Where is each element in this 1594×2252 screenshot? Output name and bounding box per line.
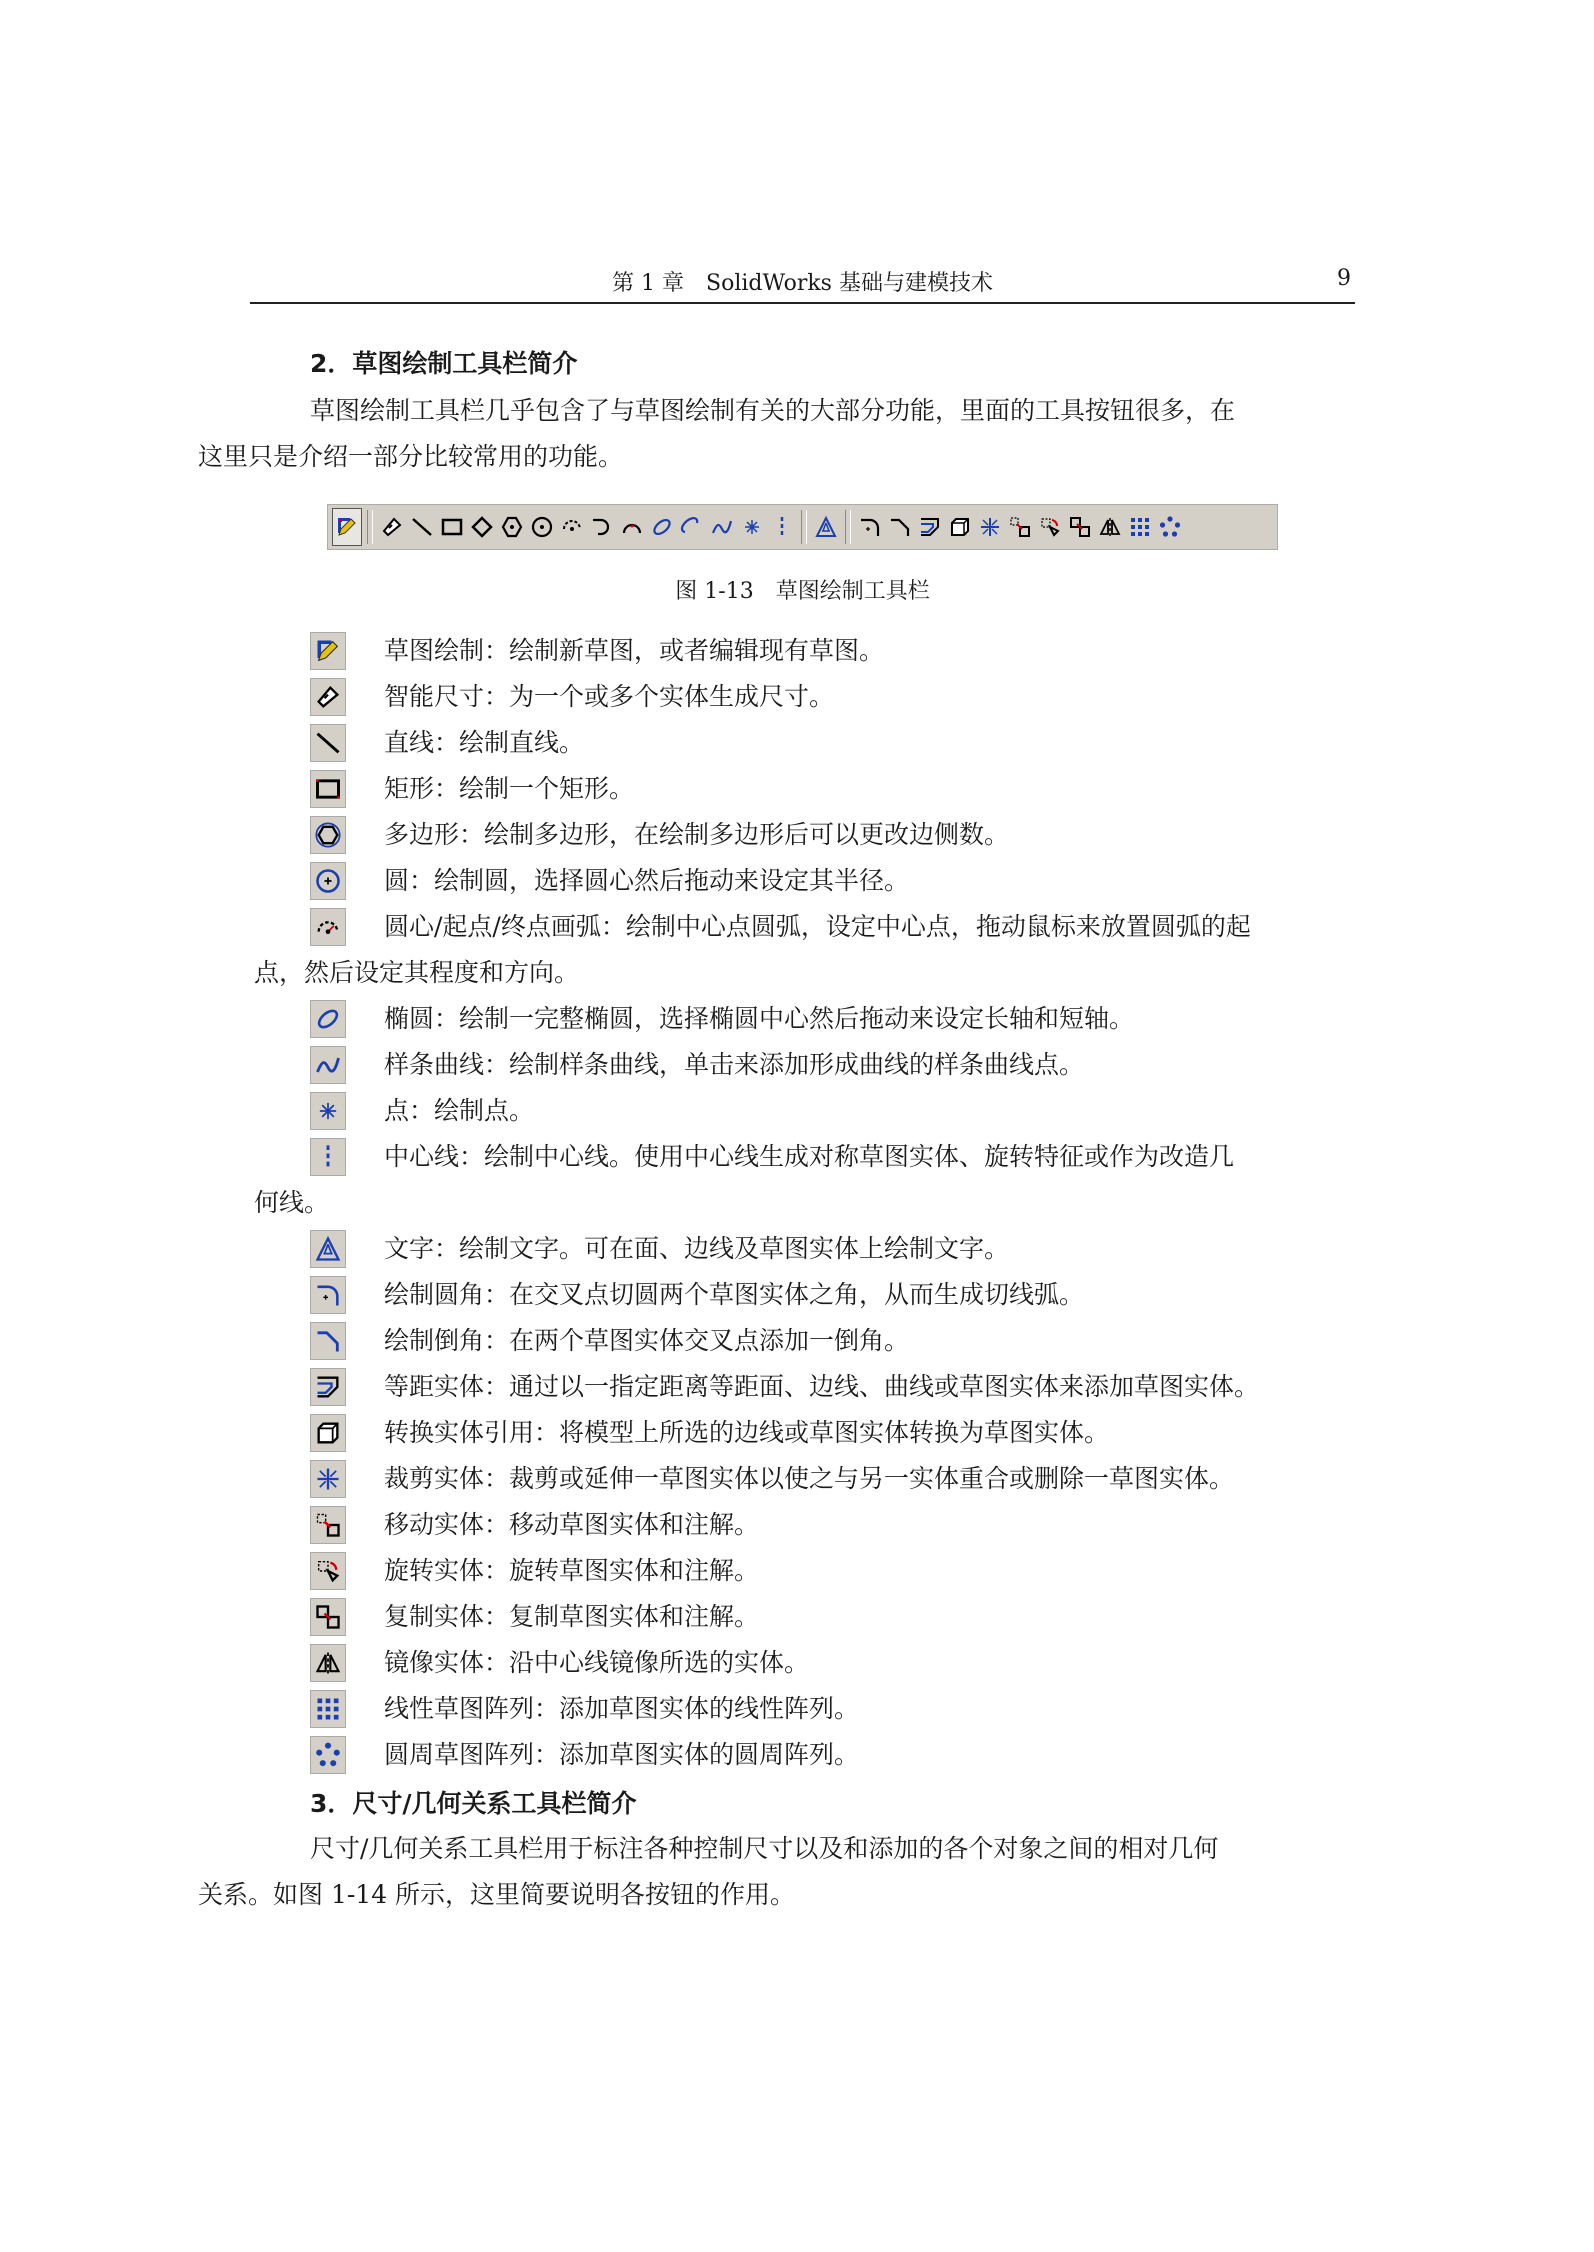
circular-pattern-icon	[310, 1736, 346, 1774]
section-2-paragraph	[198, 388, 1354, 480]
linear-pattern-icon[interactable]	[1126, 509, 1154, 545]
item-description: 转换实体引用：将模型上所选的边线或草图实体转换为草图实体。	[384, 1418, 1110, 1447]
sketch-toolbar	[327, 504, 1278, 550]
fillet-icon[interactable]	[856, 509, 884, 545]
line-icon[interactable]	[408, 509, 436, 545]
toolbar-separator	[845, 510, 851, 544]
list-item	[254, 996, 1354, 1042]
list-item	[254, 1548, 1354, 1594]
point-icon[interactable]	[738, 509, 766, 545]
item-description: 旋转实体：旋转草图实体和注解。	[384, 1556, 760, 1585]
figure-caption: 图 1-13 草图绘制工具栏	[675, 579, 930, 604]
rotate-icon	[310, 1552, 346, 1590]
list-item	[254, 812, 1354, 858]
toolbar-item-list	[254, 628, 1354, 1778]
item-description: 草图绘制：绘制新草图，或者编辑现有草图。	[384, 636, 885, 665]
line-icon	[310, 724, 346, 762]
text-icon	[310, 1230, 346, 1268]
list-item	[254, 766, 1354, 812]
section-3-paragraph	[198, 1826, 1354, 1918]
mirror-icon[interactable]	[1096, 509, 1124, 545]
toolbar-separator	[801, 510, 807, 544]
chapter-title: 第 1 章 SolidWorks 基础与建模技术	[612, 271, 993, 296]
chamfer-icon[interactable]	[886, 509, 914, 545]
chamfer-icon	[310, 1322, 346, 1360]
item-description: 圆心/起点/终点画弧：绘制中心点圆弧，设定中心点，拖动鼠标来放置圆弧的起	[384, 912, 1251, 941]
convert-entities-icon	[310, 1414, 346, 1452]
point-icon	[310, 1092, 346, 1130]
item-description: 智能尺寸：为一个或多个实体生成尺寸。	[384, 682, 835, 711]
offset-icon[interactable]	[916, 509, 944, 545]
convert-entities-icon[interactable]	[946, 509, 974, 545]
item-description: 样条曲线：绘制样条曲线，单击来添加形成曲线的样条曲线点。	[384, 1050, 1085, 1079]
fillet-icon	[310, 1276, 346, 1314]
list-item	[254, 1364, 1354, 1410]
tangent-arc-icon[interactable]	[588, 509, 616, 545]
polygon-icon[interactable]	[498, 509, 526, 545]
spline-icon[interactable]	[708, 509, 736, 545]
paragraph-line: 草图绘制工具栏几乎包含了与草图绘制有关的大部分功能，里面的工具按钮很多，在	[310, 396, 1236, 425]
ellipse-icon[interactable]	[648, 509, 676, 545]
item-description: 点：绘制点。	[384, 1096, 535, 1125]
list-item	[254, 1134, 1354, 1226]
linear-pattern-icon	[310, 1690, 346, 1728]
list-item	[254, 720, 1354, 766]
trim-icon	[310, 1460, 346, 1498]
item-description: 绘制圆角：在交叉点切圆两个草图实体之角，从而生成切线弧。	[384, 1280, 1085, 1309]
list-item	[254, 1594, 1354, 1640]
item-description: 裁剪实体：裁剪或延伸一草图实体以使之与另一实体重合或删除一草图实体。	[384, 1464, 1235, 1493]
item-description-continued: 何线。	[254, 1188, 330, 1217]
list-item	[254, 1042, 1354, 1088]
page-number: 9	[1337, 266, 1351, 291]
item-description: 圆周草图阵列：添加草图实体的圆周阵列。	[384, 1740, 860, 1769]
item-description: 矩形：绘制一个矩形。	[384, 774, 635, 803]
item-description: 线性草图阵列：添加草图实体的线性阵列。	[384, 1694, 860, 1723]
rectangle-icon[interactable]	[438, 509, 466, 545]
copy-icon	[310, 1598, 346, 1636]
item-description: 椭圆：绘制一完整椭圆，选择椭圆中心然后拖动来设定长轴和短轴。	[384, 1004, 1135, 1033]
item-description-continued: 点，然后设定其程度和方向。	[254, 958, 580, 987]
paragraph-line: 尺寸/几何关系工具栏用于标注各种控制尺寸以及和添加的各个对象之间的相对几何	[310, 1834, 1219, 1863]
list-item	[254, 1640, 1354, 1686]
rectangle-icon	[310, 770, 346, 808]
circular-pattern-icon[interactable]	[1156, 509, 1184, 545]
circle-icon	[310, 862, 346, 900]
item-description: 圆：绘制圆，选择圆心然后拖动来设定其半径。	[384, 866, 910, 895]
section-heading-3: 3．尺寸/几何关系工具栏简介	[310, 1789, 637, 1818]
offset-icon	[310, 1368, 346, 1406]
trim-icon[interactable]	[976, 509, 1004, 545]
item-description: 镜像实体：沿中心线镜像所选的实体。	[384, 1648, 810, 1677]
item-description: 多边形：绘制多边形，在绘制多边形后可以更改边侧数。	[384, 820, 1010, 849]
smart-dimension-icon[interactable]	[378, 509, 406, 545]
item-description: 中心线：绘制中心线。使用中心线生成对称草图实体、旋转特征或作为改造几	[384, 1142, 1235, 1171]
list-item	[254, 674, 1354, 720]
mirror-icon	[310, 1644, 346, 1682]
rotate-icon[interactable]	[1036, 509, 1064, 545]
partial-ellipse-icon[interactable]	[678, 509, 706, 545]
item-description: 移动实体：移动草图实体和注解。	[384, 1510, 760, 1539]
copy-icon[interactable]	[1066, 509, 1094, 545]
sketch-icon	[310, 632, 346, 670]
item-description: 绘制倒角：在两个草图实体交叉点添加一倒角。	[384, 1326, 910, 1355]
list-item	[254, 1318, 1354, 1364]
paragraph-line: 这里只是介绍一部分比较常用的功能。	[198, 442, 624, 471]
list-item	[254, 1272, 1354, 1318]
smart-dimension-icon	[310, 678, 346, 716]
list-item	[254, 858, 1354, 904]
list-item	[254, 1732, 1354, 1778]
item-description: 文字：绘制文字。可在面、边线及草图实体上绘制文字。	[384, 1234, 1010, 1263]
move-icon[interactable]	[1006, 509, 1034, 545]
paragraph-line: 关系。如图 1-14 所示，这里简要说明各按钮的作用。	[198, 1880, 796, 1909]
section-heading-2: 2．草图绘制工具栏简介	[310, 349, 578, 378]
spline-icon	[310, 1046, 346, 1084]
list-item	[254, 1088, 1354, 1134]
list-item	[254, 1410, 1354, 1456]
circle-icon[interactable]	[528, 509, 556, 545]
list-item	[254, 1456, 1354, 1502]
list-item	[254, 1686, 1354, 1732]
centerpoint-arc-icon	[310, 908, 346, 946]
list-item	[254, 1226, 1354, 1272]
centerline-icon[interactable]	[768, 509, 796, 545]
parallelogram-icon[interactable]	[468, 509, 496, 545]
move-icon	[310, 1506, 346, 1544]
item-description: 直线：绘制直线。	[384, 728, 585, 757]
running-header	[250, 262, 1355, 304]
list-item	[254, 1502, 1354, 1548]
sketch-icon[interactable]	[332, 508, 362, 546]
toolbar-separator	[367, 510, 373, 544]
three-point-arc-icon[interactable]	[618, 509, 646, 545]
list-item	[254, 628, 1354, 674]
item-description: 等距实体：通过以一指定距离等距面、边线、曲线或草图实体来添加草图实体。	[384, 1372, 1260, 1401]
centerpoint-arc-icon[interactable]	[558, 509, 586, 545]
centerline-icon	[310, 1138, 346, 1176]
text-icon[interactable]	[812, 509, 840, 545]
list-item	[254, 904, 1354, 996]
polygon-icon	[310, 816, 346, 854]
item-description: 复制实体：复制草图实体和注解。	[384, 1602, 760, 1631]
ellipse-icon	[310, 1000, 346, 1038]
